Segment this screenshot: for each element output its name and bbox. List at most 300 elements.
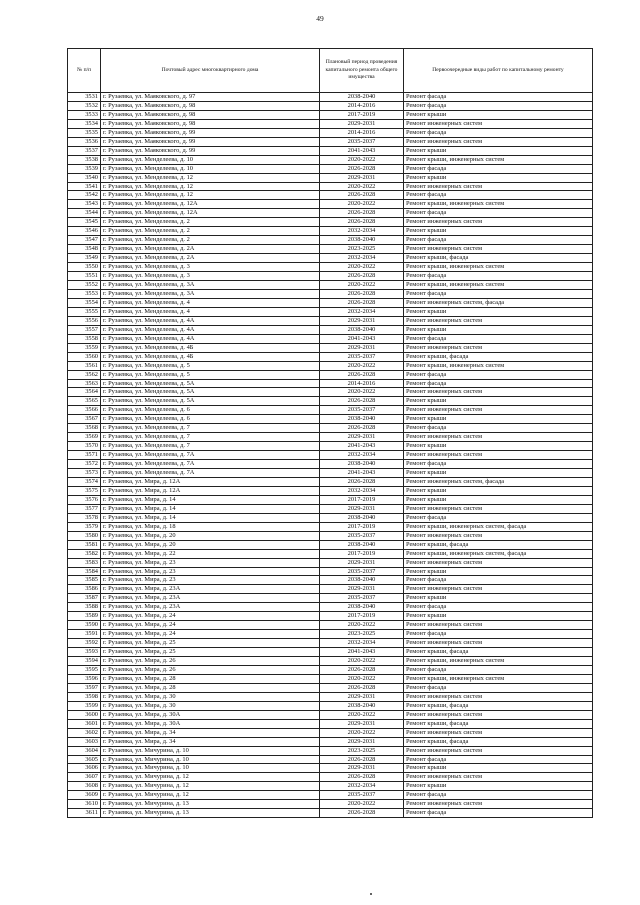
header-works: Первоочередные виды работ по капитальному ремонту [404, 49, 593, 93]
cell-num: 3541 [68, 182, 101, 191]
cell-period: 2038-2040 [320, 460, 404, 469]
cell-num: 3595 [68, 666, 101, 675]
cell-address: г. Рузаевка, ул. Мира, д. 30 [101, 692, 320, 701]
cell-period: 2032-2034 [320, 451, 404, 460]
cell-address: г. Рузаевка, ул. Мира, д. 20 [101, 531, 320, 540]
cell-works: Ремонт фасада [404, 128, 593, 137]
table-row [68, 791, 593, 800]
cell-period: 2026-2028 [320, 666, 404, 675]
cell-works: Ремонт инженерных систем [404, 119, 593, 128]
cell-num: 3551 [68, 272, 101, 281]
cell-address: г. Рузаевка, ул. Менделеева, д. 2 [101, 227, 320, 236]
table-row [68, 209, 593, 218]
cell-num: 3584 [68, 567, 101, 576]
cell-num: 3557 [68, 325, 101, 334]
cell-works: Ремонт фасада [404, 379, 593, 388]
cell-works: Ремонт крыши, инженерных систем [404, 200, 593, 209]
cell-address: г. Рузаевка, ул. Мира, д. 28 [101, 683, 320, 692]
cell-period: 2026-2028 [320, 272, 404, 281]
cell-num: 3593 [68, 648, 101, 657]
cell-address: г. Рузаевка, ул. Менделеева, д. 7 [101, 433, 320, 442]
cell-address: г. Рузаевка, ул. Мира, д. 34 [101, 728, 320, 737]
cell-period: 2020-2022 [320, 361, 404, 370]
cell-num: 3565 [68, 397, 101, 406]
cell-works: Ремонт крыши, фасада [404, 352, 593, 361]
table-row [68, 477, 593, 486]
cell-works: Ремонт инженерных систем, фасада [404, 298, 593, 307]
table-row [68, 191, 593, 200]
cell-period: 2041-2043 [320, 442, 404, 451]
cell-period: 2038-2040 [320, 701, 404, 710]
table-header-row [68, 49, 593, 93]
table-row [68, 558, 593, 567]
cell-address: г. Рузаевка, ул. Менделеева, д. 4Б [101, 352, 320, 361]
cell-works: Ремонт фасада [404, 791, 593, 800]
table-row [68, 325, 593, 334]
cell-works: Ремонт крыши, фасада [404, 737, 593, 746]
cell-works: Ремонт крыши, фасада [404, 648, 593, 657]
table-row [68, 585, 593, 594]
cell-num: 3564 [68, 388, 101, 397]
page-number: 49 [316, 14, 324, 23]
table-row [68, 746, 593, 755]
cell-address: г. Рузаевка, ул. Мичурина, д. 10 [101, 755, 320, 764]
cell-num: 3545 [68, 218, 101, 227]
cell-period: 2017-2019 [320, 110, 404, 119]
cell-works: Ремонт инженерных систем [404, 558, 593, 567]
cell-num: 3580 [68, 531, 101, 540]
cell-address: г. Рузаевка, ул. Мира, д. 23 [101, 558, 320, 567]
table-row [68, 531, 593, 540]
cell-address: г. Рузаевка, ул. Менделеева, д. 5А [101, 397, 320, 406]
header-period: Плановый период проведения капитального ремонта общего имущества [320, 49, 404, 93]
cell-works: Ремонт инженерных систем [404, 388, 593, 397]
cell-num: 3549 [68, 254, 101, 263]
cell-address: г. Рузаевка, ул. Менделеева, д. 2 [101, 218, 320, 227]
cell-address: г. Рузаевка, ул. Мира, д. 28 [101, 674, 320, 683]
table-row [68, 576, 593, 585]
cell-works: Ремонт крыши, инженерных систем, фасада [404, 522, 593, 531]
table-row [68, 728, 593, 737]
cell-address: г. Рузаевка, ул. Менделеева, д. 5 [101, 361, 320, 370]
cell-num: 3550 [68, 263, 101, 272]
cell-address: г. Рузаевка, ул. Мира, д. 14 [101, 504, 320, 513]
cell-address: г. Рузаевка, ул. Мичурина, д. 13 [101, 809, 320, 818]
cell-num: 3552 [68, 281, 101, 290]
cell-num: 3602 [68, 728, 101, 737]
cell-period: 2035-2037 [320, 567, 404, 576]
cell-num: 3553 [68, 289, 101, 298]
cell-address: г. Рузаевка, ул. Менделеева, д. 3 [101, 272, 320, 281]
cell-period: 2020-2022 [320, 388, 404, 397]
cell-address: г. Рузаевка, ул. Менделеева, д. 12 [101, 182, 320, 191]
cell-period: 2035-2037 [320, 791, 404, 800]
table-row [68, 307, 593, 316]
cell-num: 3561 [68, 361, 101, 370]
cell-period: 2020-2022 [320, 200, 404, 209]
table-row [68, 549, 593, 558]
cell-works: Ремонт крыши [404, 782, 593, 791]
cell-works: Ремонт крыши [404, 397, 593, 406]
cell-works: Ремонт инженерных систем [404, 433, 593, 442]
cell-address: г. Рузаевка, ул. Менделеева, д. 7А [101, 460, 320, 469]
cell-works: Ремонт инженерных систем [404, 746, 593, 755]
cell-works: Ремонт крыши [404, 325, 593, 334]
cell-works: Ремонт инженерных систем [404, 504, 593, 513]
cell-address: г. Рузаевка, ул. Менделеева, д. 10 [101, 164, 320, 173]
cell-num: 3555 [68, 307, 101, 316]
table-row [68, 119, 593, 128]
cell-num: 3594 [68, 657, 101, 666]
cell-address: г. Рузаевка, ул. Мира, д. 25 [101, 639, 320, 648]
table-row [68, 361, 593, 370]
cell-works: Ремонт фасада [404, 164, 593, 173]
cell-num: 3533 [68, 110, 101, 119]
header-address: Почтовый адрес многоквартирного дома [101, 49, 320, 93]
cell-address: г. Рузаевка, ул. Менделеева, д. 7А [101, 469, 320, 478]
cell-works: Ремонт крыши [404, 469, 593, 478]
cell-address: г. Рузаевка, ул. Мира, д. 23А [101, 594, 320, 603]
repair-schedule-table [67, 48, 593, 818]
table-row [68, 657, 593, 666]
cell-address: г. Рузаевка, ул. Мичурина, д. 12 [101, 791, 320, 800]
cell-works: Ремонт инженерных систем [404, 531, 593, 540]
cell-period: 2029-2031 [320, 719, 404, 728]
cell-address: г. Рузаевка, ул. Мира, д. 24 [101, 612, 320, 621]
cell-address: г. Рузаевка, ул. Мира, д. 14 [101, 513, 320, 522]
cell-period: 2029-2031 [320, 433, 404, 442]
cell-period: 2026-2028 [320, 755, 404, 764]
cell-address: г. Рузаевка, ул. Мира, д. 34 [101, 737, 320, 746]
cell-period: 2032-2034 [320, 486, 404, 495]
cell-period: 2017-2019 [320, 495, 404, 504]
cell-works: Ремонт инженерных систем [404, 773, 593, 782]
cell-period: 2041-2043 [320, 469, 404, 478]
cell-address: г. Рузаевка, ул. Менделеева, д. 12А [101, 209, 320, 218]
table-row [68, 137, 593, 146]
table-row [68, 110, 593, 119]
table-row [68, 352, 593, 361]
cell-period: 2038-2040 [320, 576, 404, 585]
cell-address: г. Рузаевка, ул. Мира, д. 24 [101, 621, 320, 630]
cell-num: 3585 [68, 576, 101, 585]
cell-address: г. Рузаевка, ул. Мичурина, д. 12 [101, 782, 320, 791]
cell-works: Ремонт крыши, фасада [404, 719, 593, 728]
cell-period: 2017-2019 [320, 612, 404, 621]
cell-works: Ремонт крыши, инженерных систем [404, 674, 593, 683]
cell-address: г. Рузаевка, ул. Менделеева, д. 5А [101, 388, 320, 397]
cell-num: 3578 [68, 513, 101, 522]
table-row [68, 764, 593, 773]
table-row [68, 710, 593, 719]
table-row [68, 674, 593, 683]
cell-num: 3579 [68, 522, 101, 531]
page-mark [370, 893, 372, 895]
cell-num: 3586 [68, 585, 101, 594]
cell-num: 3600 [68, 710, 101, 719]
cell-address: г. Рузаевка, ул. Мира, д. 12А [101, 486, 320, 495]
cell-works: Ремонт фасада [404, 630, 593, 639]
cell-works: Ремонт фасада [404, 513, 593, 522]
table-row [68, 146, 593, 155]
cell-works: Ремонт фасада [404, 370, 593, 379]
cell-works: Ремонт инженерных систем [404, 406, 593, 415]
cell-period: 2020-2022 [320, 182, 404, 191]
cell-address: г. Рузаевка, ул. Менделеева, д. 7 [101, 424, 320, 433]
cell-address: г. Рузаевка, ул. Мира, д. 30А [101, 710, 320, 719]
cell-period: 2020-2022 [320, 621, 404, 630]
cell-period: 2038-2040 [320, 603, 404, 612]
cell-num: 3563 [68, 379, 101, 388]
table-row [68, 486, 593, 495]
cell-works: Ремонт крыши, инженерных систем, фасада [404, 549, 593, 558]
cell-period: 2026-2028 [320, 773, 404, 782]
table-row [68, 540, 593, 549]
cell-num: 3542 [68, 191, 101, 200]
cell-address: г. Рузаевка, ул. Мичурина, д. 12 [101, 773, 320, 782]
cell-period: 2026-2028 [320, 370, 404, 379]
header-num: № п/п [68, 49, 101, 93]
table-row [68, 388, 593, 397]
table-row [68, 101, 593, 110]
cell-works: Ремонт фасада [404, 209, 593, 218]
cell-address: г. Рузаевка, ул. Мира, д. 18 [101, 522, 320, 531]
cell-period: 2029-2031 [320, 692, 404, 701]
cell-works: Ремонт крыши, фасада [404, 254, 593, 263]
cell-address: г. Рузаевка, ул. Менделеева, д. 12А [101, 200, 320, 209]
cell-works: Ремонт крыши [404, 307, 593, 316]
cell-period: 2038-2040 [320, 93, 404, 102]
cell-works: Ремонт фасада [404, 603, 593, 612]
cell-address: г. Рузаевка, ул. Мира, д. 14 [101, 495, 320, 504]
cell-works: Ремонт крыши, фасада [404, 701, 593, 710]
cell-address: г. Рузаевка, ул. Менделеева, д. 12 [101, 191, 320, 200]
cell-address: г. Рузаевка, ул. Маяковского, д. 99 [101, 137, 320, 146]
cell-period: 2038-2040 [320, 540, 404, 549]
cell-period: 2026-2028 [320, 477, 404, 486]
cell-period: 2035-2037 [320, 352, 404, 361]
cell-period: 2026-2028 [320, 164, 404, 173]
table-row [68, 379, 593, 388]
cell-period: 2038-2040 [320, 236, 404, 245]
cell-num: 3539 [68, 164, 101, 173]
table-row [68, 227, 593, 236]
table-row [68, 782, 593, 791]
cell-num: 3536 [68, 137, 101, 146]
table-row [68, 343, 593, 352]
table-row [68, 316, 593, 325]
cell-period: 2032-2034 [320, 227, 404, 236]
cell-num: 3609 [68, 791, 101, 800]
cell-period: 2035-2037 [320, 137, 404, 146]
table-row [68, 397, 593, 406]
cell-num: 3601 [68, 719, 101, 728]
table-row [68, 272, 593, 281]
cell-num: 3546 [68, 227, 101, 236]
cell-works: Ремонт фасада [404, 101, 593, 110]
cell-works: Ремонт фасада [404, 272, 593, 281]
cell-works: Ремонт фасада [404, 424, 593, 433]
cell-works: Ремонт крыши, инженерных систем [404, 281, 593, 290]
table-row [68, 298, 593, 307]
cell-works: Ремонт крыши [404, 415, 593, 424]
cell-period: 2035-2037 [320, 406, 404, 415]
cell-works: Ремонт инженерных систем [404, 343, 593, 352]
cell-period: 2038-2040 [320, 415, 404, 424]
table-row [68, 603, 593, 612]
cell-period: 2029-2031 [320, 764, 404, 773]
table-row [68, 594, 593, 603]
table-row [68, 621, 593, 630]
cell-num: 3559 [68, 343, 101, 352]
cell-num: 3547 [68, 236, 101, 245]
cell-works: Ремонт крыши [404, 764, 593, 773]
table-row [68, 200, 593, 209]
cell-num: 3538 [68, 155, 101, 164]
cell-address: г. Рузаевка, ул. Мира, д. 22 [101, 549, 320, 558]
cell-address: г. Рузаевка, ул. Менделеева, д. 2А [101, 245, 320, 254]
cell-address: г. Рузаевка, ул. Мичурина, д. 10 [101, 746, 320, 755]
cell-num: 3544 [68, 209, 101, 218]
cell-works: Ремонт фасада [404, 334, 593, 343]
cell-period: 2020-2022 [320, 281, 404, 290]
cell-works: Ремонт крыши [404, 173, 593, 182]
cell-num: 3568 [68, 424, 101, 433]
table-row [68, 415, 593, 424]
cell-num: 3607 [68, 773, 101, 782]
cell-address: г. Рузаевка, ул. Мичурина, д. 13 [101, 800, 320, 809]
cell-works: Ремонт фасада [404, 236, 593, 245]
cell-address: г. Рузаевка, ул. Менделеева, д. 5 [101, 370, 320, 379]
cell-period: 2020-2022 [320, 657, 404, 666]
cell-address: г. Рузаевка, ул. Менделеева, д. 3 [101, 263, 320, 272]
cell-num: 3554 [68, 298, 101, 307]
cell-works: Ремонт инженерных систем, фасада [404, 477, 593, 486]
cell-num: 3567 [68, 415, 101, 424]
cell-works: Ремонт крыши [404, 227, 593, 236]
table-row [68, 719, 593, 728]
cell-period: 2041-2043 [320, 146, 404, 155]
cell-address: г. Рузаевка, ул. Менделеева, д. 7 [101, 442, 320, 451]
cell-period: 2017-2019 [320, 522, 404, 531]
cell-address: г. Рузаевка, ул. Мира, д. 20 [101, 540, 320, 549]
cell-works: Ремонт инженерных систем [404, 692, 593, 701]
cell-num: 3548 [68, 245, 101, 254]
cell-works: Ремонт крыши [404, 594, 593, 603]
cell-address: г. Рузаевка, ул. Мира, д. 24 [101, 630, 320, 639]
cell-period: 2014-2016 [320, 128, 404, 137]
table-row [68, 809, 593, 818]
table-row [68, 281, 593, 290]
cell-num: 3589 [68, 612, 101, 621]
cell-period: 2026-2028 [320, 191, 404, 200]
cell-num: 3581 [68, 540, 101, 549]
table-row [68, 424, 593, 433]
cell-address: г. Рузаевка, ул. Мира, д. 23А [101, 603, 320, 612]
cell-period: 2020-2022 [320, 710, 404, 719]
table-row [68, 755, 593, 764]
cell-num: 3588 [68, 603, 101, 612]
cell-address: г. Рузаевка, ул. Менделеева, д. 5А [101, 379, 320, 388]
cell-num: 3543 [68, 200, 101, 209]
cell-period: 2020-2022 [320, 800, 404, 809]
cell-address: г. Рузаевка, ул. Маяковского, д. 99 [101, 146, 320, 155]
cell-works: Ремонт инженерных систем [404, 800, 593, 809]
table-row [68, 495, 593, 504]
cell-period: 2029-2031 [320, 737, 404, 746]
cell-works: Ремонт фасада [404, 666, 593, 675]
cell-num: 3576 [68, 495, 101, 504]
cell-address: г. Рузаевка, ул. Маяковского, д. 97 [101, 93, 320, 102]
cell-address: г. Рузаевка, ул. Мира, д. 12А [101, 477, 320, 486]
cell-num: 3562 [68, 370, 101, 379]
table-row [68, 406, 593, 415]
cell-num: 3572 [68, 460, 101, 469]
cell-works: Ремонт фасада [404, 191, 593, 200]
table-row [68, 245, 593, 254]
cell-period: 2032-2034 [320, 254, 404, 263]
table-row [68, 639, 593, 648]
cell-works: Ремонт инженерных систем [404, 710, 593, 719]
cell-works: Ремонт крыши, фасада [404, 540, 593, 549]
cell-num: 3599 [68, 701, 101, 710]
cell-num: 3560 [68, 352, 101, 361]
table-row [68, 370, 593, 379]
table-row [68, 254, 593, 263]
cell-works: Ремонт фасада [404, 683, 593, 692]
cell-num: 3611 [68, 809, 101, 818]
cell-period: 2029-2031 [320, 343, 404, 352]
cell-period: 2023-2025 [320, 630, 404, 639]
cell-num: 3598 [68, 692, 101, 701]
cell-period: 2038-2040 [320, 513, 404, 522]
cell-period: 2026-2028 [320, 298, 404, 307]
table-row [68, 182, 593, 191]
table-row [68, 666, 593, 675]
table-row [68, 442, 593, 451]
cell-period: 2014-2016 [320, 101, 404, 110]
cell-period: 2035-2037 [320, 594, 404, 603]
table-row [68, 218, 593, 227]
cell-num: 3574 [68, 477, 101, 486]
table-row [68, 433, 593, 442]
cell-address: г. Рузаевка, ул. Менделеева, д. 4Б [101, 343, 320, 352]
table-body [68, 93, 593, 818]
table-row [68, 612, 593, 621]
table-row [68, 155, 593, 164]
cell-period: 2020-2022 [320, 728, 404, 737]
cell-works: Ремонт крыши [404, 146, 593, 155]
cell-address: г. Рузаевка, ул. Мира, д. 23 [101, 567, 320, 576]
cell-period: 2026-2028 [320, 397, 404, 406]
cell-num: 3577 [68, 504, 101, 513]
cell-num: 3605 [68, 755, 101, 764]
table-row [68, 692, 593, 701]
cell-address: г. Рузаевка, ул. Маяковского, д. 98 [101, 110, 320, 119]
table-row [68, 773, 593, 782]
cell-works: Ремонт крыши [404, 612, 593, 621]
table-row [68, 504, 593, 513]
cell-period: 2023-2025 [320, 746, 404, 755]
cell-address: г. Рузаевка, ул. Менделеева, д. 4 [101, 307, 320, 316]
cell-works: Ремонт инженерных систем [404, 137, 593, 146]
cell-address: г. Рузаевка, ул. Мира, д. 23 [101, 576, 320, 585]
cell-num: 3597 [68, 683, 101, 692]
table-row [68, 701, 593, 710]
cell-address: г. Рузаевка, ул. Менделеева, д. 6 [101, 406, 320, 415]
cell-period: 2026-2028 [320, 683, 404, 692]
cell-address: г. Рузаевка, ул. Менделеева, д. 4А [101, 334, 320, 343]
